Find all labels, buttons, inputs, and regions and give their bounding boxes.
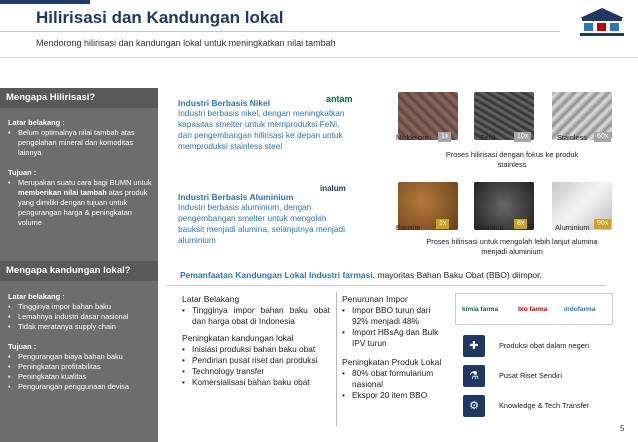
bauxite-label: Bauxite	[396, 223, 421, 232]
sidebar-heading-kandungan-lokal: Mengapa kandungan lokal?	[0, 261, 158, 281]
bg-label: Latar belakang :	[8, 118, 65, 127]
nikel-block	[178, 98, 348, 152]
microscope-icon: ⚗	[463, 365, 485, 387]
sidebar-section-hilirisasi	[8, 114, 154, 228]
bg-label: Latar belakang :	[8, 292, 65, 301]
col-heading: Latar Belakang	[182, 294, 240, 304]
list-item: • Merupakan suatu cara bagi BUMN untuk memberikan nilai tambah atas produk yang dimiliki dengan tujuan untuk pengurangan harga & peningkatan volume	[8, 178, 154, 228]
list-item: • Lemahnya industri dasar nasional	[8, 312, 154, 322]
inalum-logo: inalum	[320, 184, 346, 193]
bauxite-tag: 1x	[436, 219, 449, 229]
list-item: • Komersialisasi bahan baku obat	[182, 377, 330, 388]
aluminium-label: Aluminium	[555, 223, 590, 232]
list-item: • Import HBsAg dan Bulk IPV turun	[342, 327, 442, 349]
farmasi-col-1	[182, 294, 330, 388]
antam-logo: antam	[326, 94, 353, 104]
goal-label: Tujuan :	[8, 168, 37, 177]
nickle-ore-label: Nickle ore	[396, 133, 429, 142]
top-accent-bar	[0, 0, 638, 6]
sidebar	[0, 88, 158, 442]
aluminium-caption: Proses hilirisasi untuk mengolah lebih lanjut alumina menjadi aluminium	[426, 237, 598, 256]
farmasi-divider	[166, 285, 606, 286]
list-item: • Peningkatan kualitas	[8, 372, 154, 382]
stainless-label: Stainless	[557, 133, 587, 142]
list-item: • Technology transfer	[182, 366, 330, 377]
list-item: • 80% obat formularium nasional	[342, 368, 442, 390]
list-item: • Impor BBO turun dari 92% menjadi 48%	[342, 305, 442, 327]
sidebar-heading-hilirisasi: Mengapa Hilirisasi?	[0, 88, 158, 108]
benefit-row	[463, 365, 623, 387]
goal-label: Tujuan :	[8, 342, 37, 351]
bio-farma-logo: bio farma	[518, 306, 548, 313]
aluminium-block	[178, 192, 353, 246]
benefit-label: Produksi obat dalam negeri	[499, 341, 589, 350]
list-item: • Ekspor 20 item BBO	[342, 390, 442, 401]
nickle-ore-tag: 1x	[438, 132, 451, 142]
feni-tag: 10x	[514, 132, 531, 142]
sidebar-section-kandungan-lokal	[8, 288, 154, 392]
feni-label: FeNi	[480, 133, 496, 142]
list-item: • Peningkatan profitabilitas	[8, 362, 154, 372]
kimia-farma-logo: kimia farma	[462, 306, 499, 313]
stainless-tag: 60x	[594, 132, 611, 142]
indofarma-logo: indofarma	[564, 306, 596, 313]
farmasi-col-2	[342, 294, 442, 401]
list-item: • Tingginya impor bahan baku	[8, 302, 154, 312]
list-item: • Pendirian pusat riset dan produksi	[182, 355, 330, 366]
farmasi-title: Pemanfaatan Kandungan Lokal Industri farmasi, mayoritas Bahan Baku Obat (BBO) diimpor.	[180, 270, 542, 280]
pill-icon: ✚	[463, 335, 485, 357]
benefit-label: Pusat Riset Sendiri	[499, 371, 562, 380]
list-item: • Pengurangan penggunaan devisa	[8, 382, 154, 392]
benefit-row	[463, 335, 623, 357]
aluminium-heading: Industri Berbasis Aluminium	[178, 192, 294, 202]
subtitle-divider	[0, 57, 638, 58]
partner-logos	[455, 293, 613, 325]
column-divider	[336, 292, 337, 426]
page-subtitle: Mendorong hilirisasi dan kandungan lokal untuk meningkatkan nilai tambah	[36, 38, 336, 48]
col-heading: Peningkatan kandungan lokal	[182, 333, 294, 343]
nikel-caption: Proses hilirisasi dengan fokus ke produk stainless	[445, 150, 579, 169]
list-item: • Inisiasi produksi bahan baku obat	[182, 344, 330, 355]
list-item: • Tidak meratanya supply chain	[8, 322, 154, 332]
nikel-text: Industri berbasis nikel, dengan meningkatkan kapasitas smelter untuk memproduksi FeNi, dan pengembangan hilirisasi ke depan untuk memproduksi stainless steel	[178, 108, 345, 151]
col-heading: Peningkatan Produk Lokal	[342, 357, 442, 367]
company-logo	[572, 4, 632, 44]
alumina-label: Alumina	[477, 223, 504, 232]
list-item: • Tingginya impor bahan baku obat dan harga obat di Indonesia	[182, 305, 330, 327]
aluminium-text: Industri berbasis aluminium, dengan pengembangan smelter untuk mengolah bauksit menjadi alumina, selanjutnya menjadi aluminium	[178, 202, 345, 245]
page-number: 5	[620, 424, 625, 433]
aluminium-tag: 90x	[594, 219, 611, 229]
benefit-label: Knowledge & Tech Transfer	[499, 401, 590, 410]
handshake-icon: ⚙	[463, 395, 485, 417]
nikel-heading: Industri Berbasis Nikel	[178, 98, 271, 108]
list-item: • Belum optimalnya nilai tambah atas pengolahan mineral dan komoditas lainnya	[8, 128, 154, 158]
page-title: Hilirisasi dan Kandungan lokal	[36, 8, 284, 27]
title-divider	[0, 31, 560, 32]
col-heading: Penurunan Impor	[342, 294, 408, 304]
benefit-row	[463, 395, 623, 417]
alumina-tag: 8x	[514, 219, 527, 229]
list-item: • Pengurangan biaya bahan baku	[8, 352, 154, 362]
